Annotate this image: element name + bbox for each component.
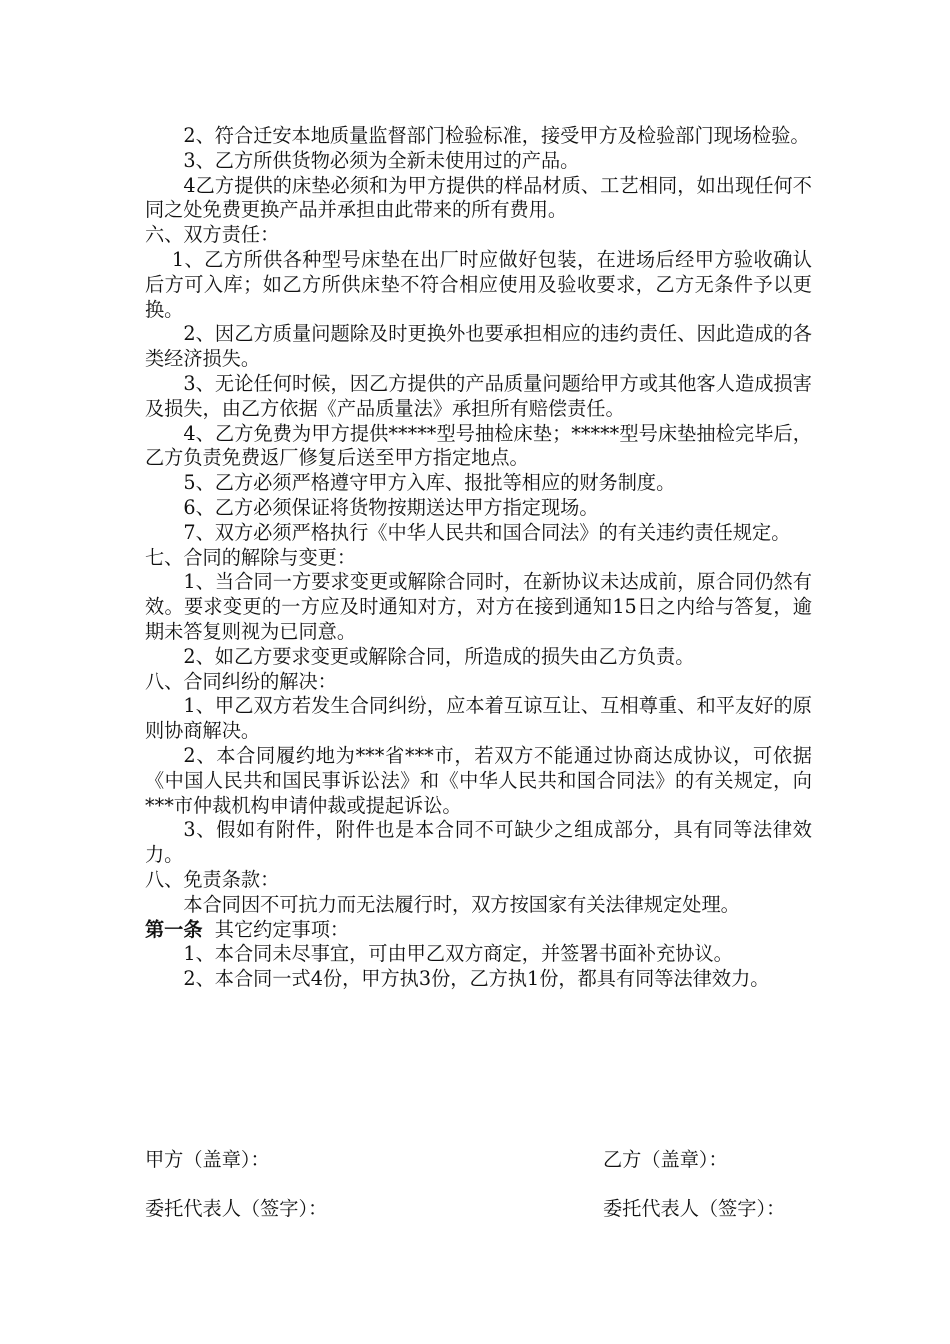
clause-5-2: 2、符合迁安本地质量监督部门检验标准，接受甲方及检验部门现场检验。: [183, 124, 810, 147]
clause-9-1: 1、本合同未尽事宜，可由甲乙双方商定，并签署书面补充协议。: [183, 942, 733, 966]
clause-8b-1: 本合同因不可抗力而无法履行时，双方按国家有关法律规定处理。: [183, 892, 740, 916]
clause-6-4: 4、乙方免费为甲方提供*****型号抽检床垫；*****型号床垫抽检完毕后，乙方负责免费返厂修复后送至甲方指定地点。: [145, 421, 812, 470]
section-6-title: 六、双方责任：: [145, 223, 280, 247]
clause-8-2: 2、本合同履约地为***省***市，若双方不能通过协商达成协议，可依据《中国人民共和国民事诉讼法》和《中华人民共和国合同法》的有关规定，向***市仲裁机构申请仲裁或提起诉讼。: [145, 743, 812, 817]
clause-5-4: 4乙方提供的床垫必须和为甲方提供的样品材质、工艺相同，如出现任何不同之处免费更换产品并承担由此带来的所有费用。: [145, 173, 812, 222]
contract-body: [145, 124, 812, 992]
article-lead: 第一条: [145, 917, 203, 941]
section-7-title: 七、合同的解除与变更：: [145, 545, 357, 569]
clause-8-1: 1、甲乙双方若发生合同纠纷，应本着互谅互让、互相尊重、和平友好的原则协商解决。: [145, 694, 812, 743]
clause-7-2: 2、如乙方要求变更或解除合同，所造成的损失由乙方负责。: [183, 644, 695, 668]
party-a-representative-label: 委托代表人（签字）：: [145, 1197, 328, 1220]
section-9-heading: [145, 918, 812, 943]
section-8b-title: 八、免责条款：: [145, 867, 280, 891]
clause-6-1: 1、乙方所供各种型号床垫在出厂时应做好包装，在进场后经甲方验收确认后方可入库；如乙方所供床垫不符合相应使用及验收要求，乙方无条件予以更换。: [145, 247, 812, 321]
section-9-title: 其它约定事项：: [202, 917, 350, 941]
party-b-representative-label: 委托代表人（签字）：: [603, 1197, 786, 1220]
clause-9-2: 2、本合同一式4份，甲方执3份，乙方执1份，都具有同等法律效力。: [183, 967, 770, 991]
clause-6-3: 3、无论任何时候，因乙方提供的产品质量问题给甲方或其他客人造成损害及损失，由乙方依据《产品质量法》承担所有赔偿责任。: [145, 371, 812, 420]
clause-6-2: 2、因乙方质量问题除及时更换外也要承担相应的违约责任、因此造成的各类经济损失。: [145, 322, 812, 371]
clause-8-3: 3、假如有附件，附件也是本合同不可缺少之组成部分，具有同等法律效力。: [145, 818, 812, 867]
clause-6-5: 5、乙方必须严格遵守甲方入库、报批等相应的财务制度。: [183, 471, 676, 495]
clause-5-3: 3、乙方所供货物必须为全新未使用过的产品。: [183, 148, 580, 172]
section-8-title: 八、合同纠纷的解决：: [145, 669, 337, 693]
clause-6-7: 7、双方必须严格执行《中华人民共和国合同法》的有关违约责任规定。: [183, 520, 791, 544]
party-a-seal-label: 甲方（盖章）：: [145, 1148, 270, 1171]
clause-7-1: 1、当合同一方要求变更或解除合同时，在新协议未达成前，原合同仍然有效。要求变更的一方应及时通知对方，对方在接到通知15日之内给与答复，逾期未答复则视为已同意。: [145, 570, 812, 643]
party-b-seal-label: 乙方（盖章）：: [603, 1148, 728, 1171]
clause-6-6: 6、乙方必须保证将货物按期送达甲方指定现场。: [183, 495, 599, 519]
